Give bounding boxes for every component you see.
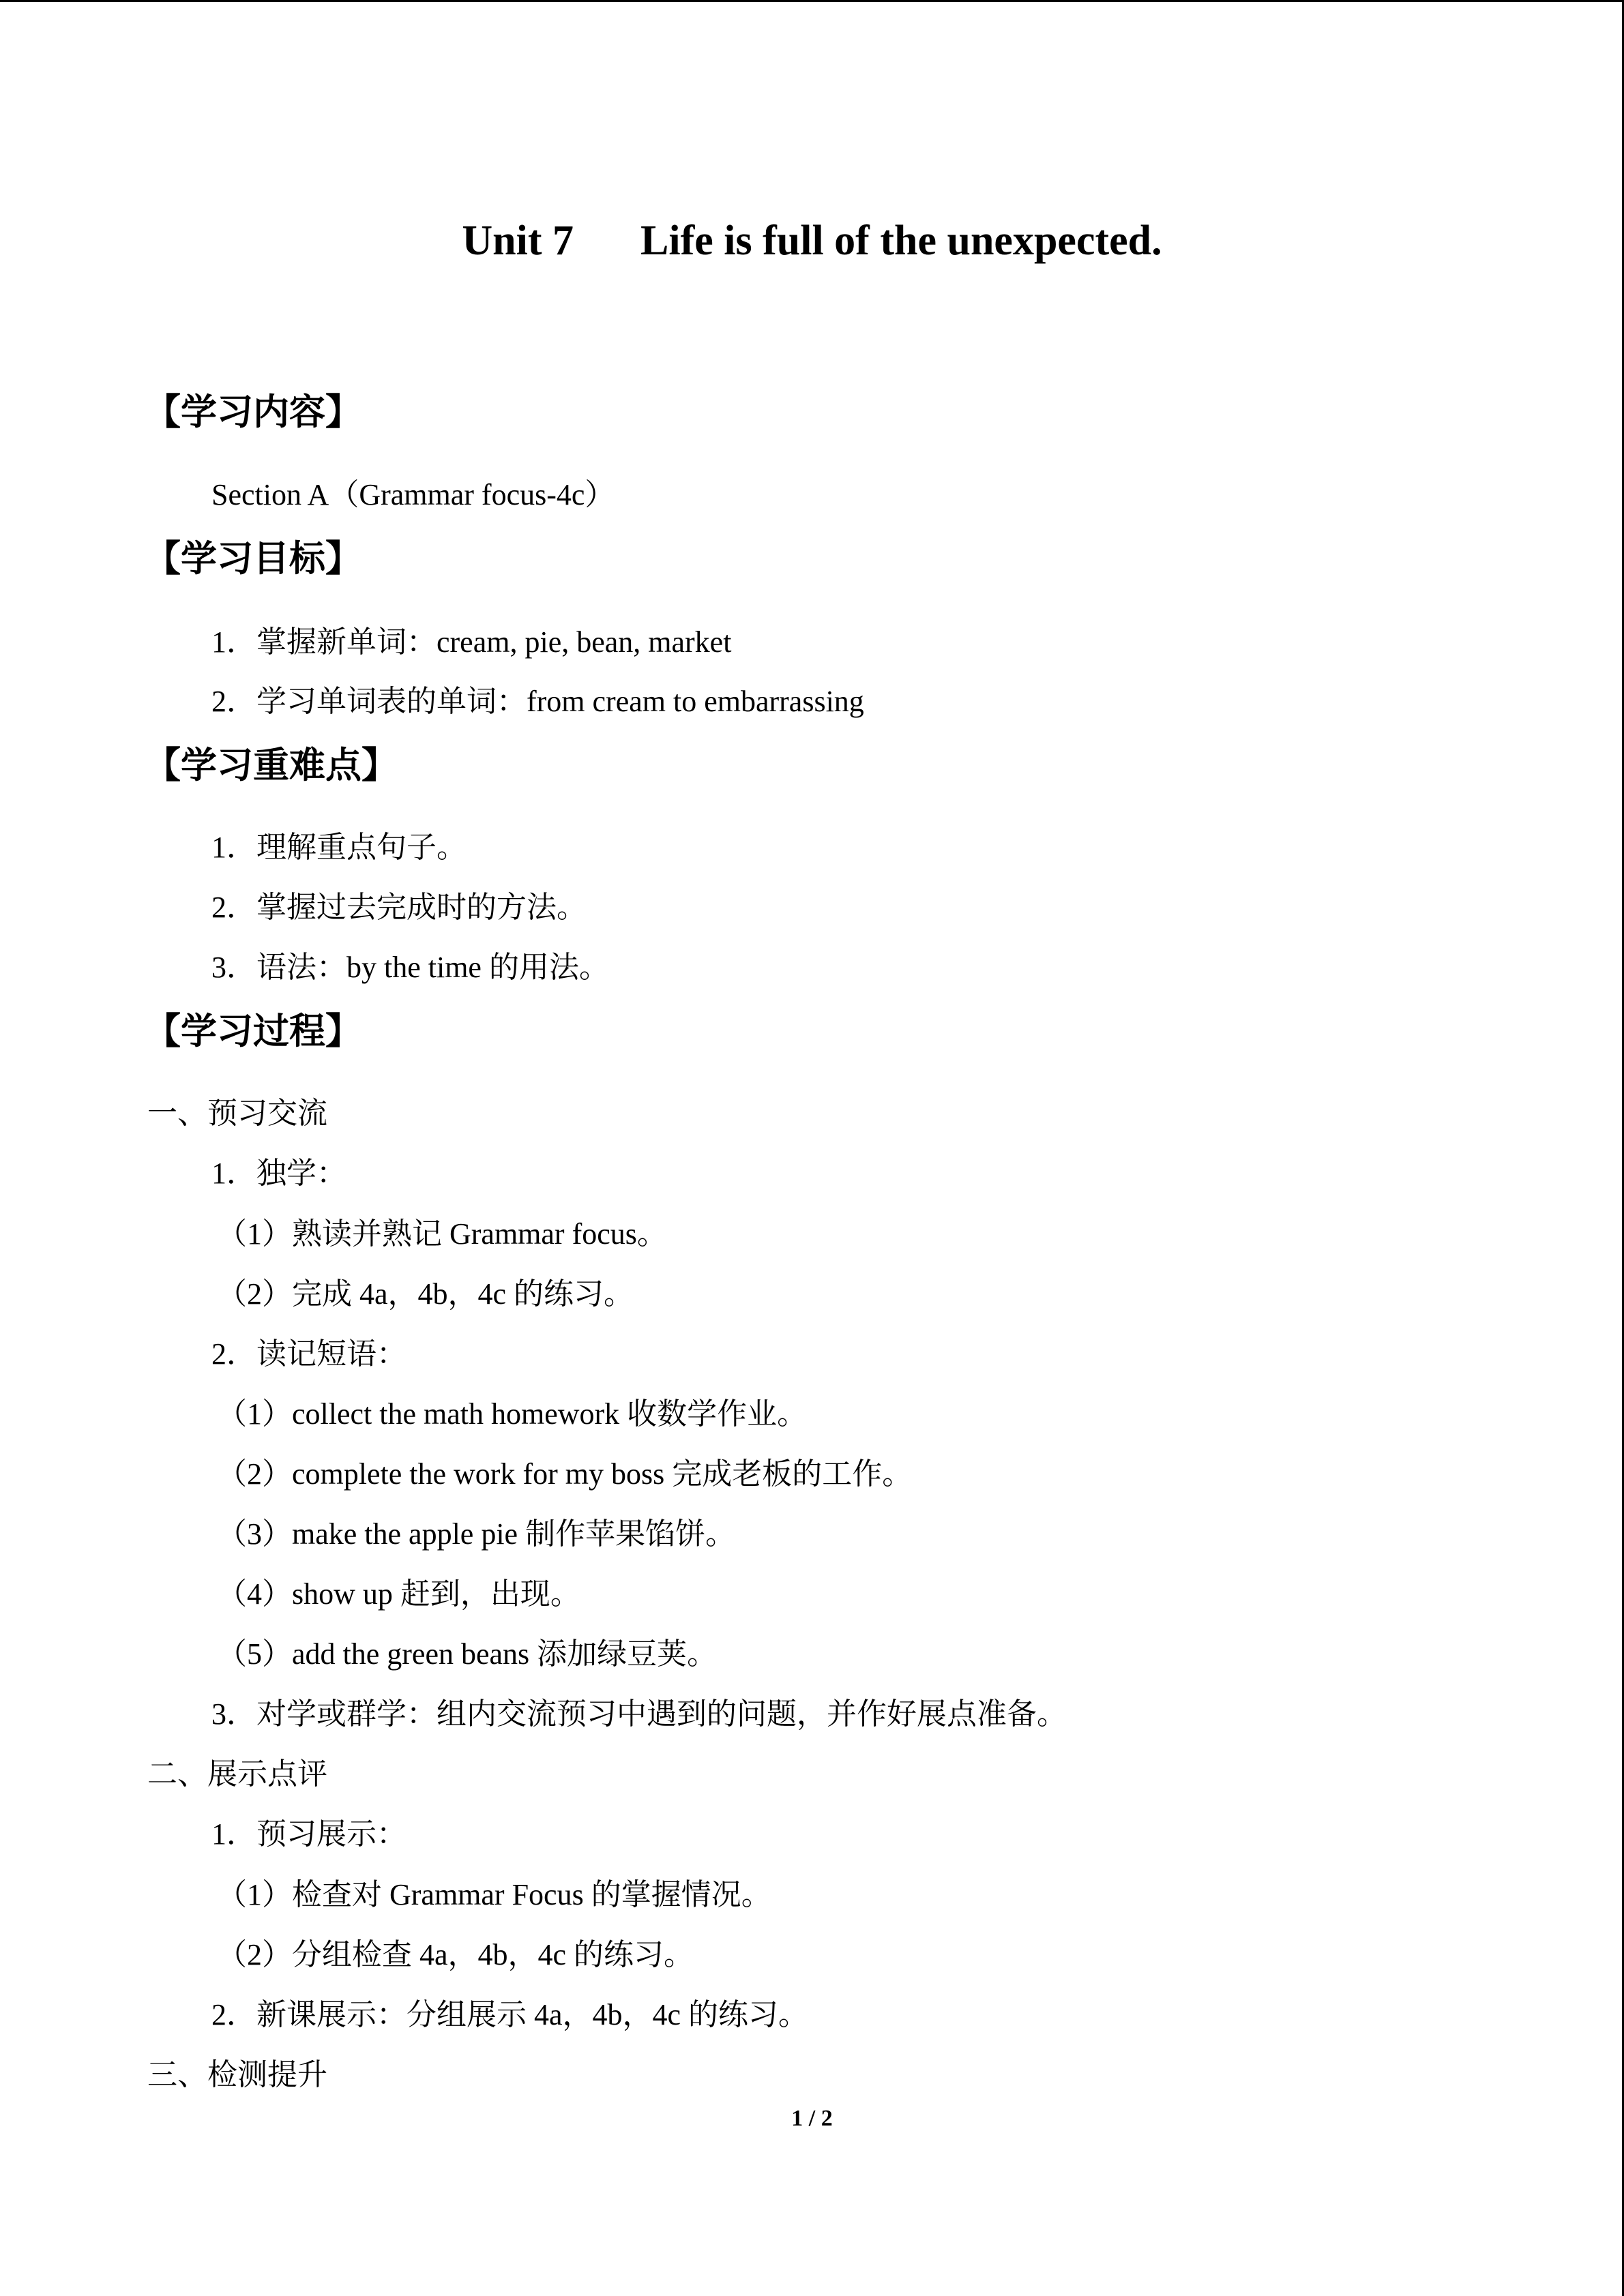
phrase-item-1: （1）collect the math homework 收数学作业。 [217, 1397, 808, 1431]
self-study-item-1: （1）熟读并熟记 Grammar focus。 [217, 1217, 667, 1251]
section-heading-key-points: 【学习重难点】 [145, 745, 398, 786]
objective-item-2: 2．学习单词表的单词：from cream to embarrassing [211, 685, 864, 718]
step-preview-show: 1．预习展示： [211, 1817, 407, 1851]
part-title-presentation: 二、展示点评 [147, 1757, 327, 1791]
content-item: Section A（Grammar focus-4c） [211, 478, 615, 511]
step-self-study: 1．独学： [211, 1157, 346, 1190]
part-title-preview: 一、预习交流 [147, 1097, 327, 1130]
key-point-item-2: 2．掌握过去完成时的方法。 [211, 891, 587, 924]
unit-title: Life is full of the unexpected. [640, 218, 1162, 264]
step-new-lesson-show: 2．新课展示：分组展示 4a，4b，4c 的练习。 [211, 1998, 809, 2031]
phrase-item-5: （5）add the green beans 添加绿豆荚。 [217, 1637, 718, 1671]
self-study-item-2: （2）完成 4a，4b，4c 的练习。 [217, 1277, 634, 1311]
section-heading-process: 【学习过程】 [145, 1011, 361, 1052]
step-phrases: 2．读记短语： [211, 1337, 407, 1371]
phrase-item-3: （3）make the apple pie 制作苹果馅饼。 [217, 1517, 736, 1551]
phrase-item-2: （2）complete the work for my boss 完成老板的工作。 [217, 1457, 913, 1491]
preview-show-item-2: （2）分组检查 4a，4b，4c 的练习。 [217, 1938, 694, 1971]
step-group-study: 3．对学或群学：组内交流预习中遇到的问题，并作好展点准备。 [211, 1697, 1067, 1731]
page-number: 1 / 2 [791, 2106, 833, 2131]
key-point-item-1: 1．理解重点句子。 [211, 831, 467, 864]
part-title-assessment: 三、检测提升 [147, 2058, 327, 2091]
section-heading-content: 【学习内容】 [145, 391, 361, 433]
page-title [0, 210, 1624, 271]
phrase-item-4: （4）show up 赶到，出现。 [217, 1577, 580, 1611]
section-heading-objectives: 【学习目标】 [145, 538, 361, 580]
objective-item-1: 1．掌握新单词：cream, pie, bean, market [211, 625, 732, 659]
key-point-item-3: 3．语法：by the time 的用法。 [211, 951, 609, 984]
preview-show-item-1: （1）检查对 Grammar Focus 的掌握情况。 [217, 1878, 771, 1911]
unit-label: Unit 7 [462, 218, 574, 264]
